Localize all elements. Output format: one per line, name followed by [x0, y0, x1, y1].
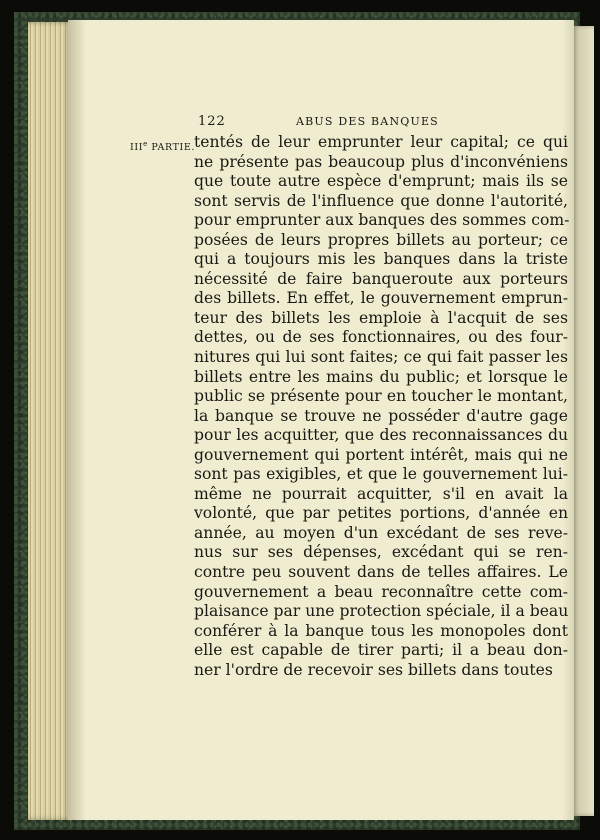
text-line: billets entre les mains du public; et lorsque le [194, 367, 568, 386]
text-line: sont servis de l'influence que donne l'autorité, [194, 191, 568, 210]
book-page [68, 20, 574, 820]
margin-note-sup: e [143, 140, 148, 148]
text-line: gouvernement qui portent intérêt, mais qui ne [194, 445, 568, 464]
page-number: 122 [198, 114, 226, 129]
margin-note [130, 140, 195, 153]
text-line: teur des billets les emploie à l'acquit de ses [194, 308, 568, 327]
text-line: gouvernement a beau reconnaître cette com- [194, 582, 568, 601]
text-line: conférer à la banque tous les monopoles dont [194, 621, 568, 640]
text-line: dettes, ou de ses fonctionnaires, ou des four- [194, 328, 568, 347]
page-header [68, 114, 574, 134]
body-text [194, 133, 568, 680]
text-line: même ne pourrait acquitter, s'il en avait la [194, 484, 568, 503]
text-line: tentés de leur emprunter leur capital; ce qui [194, 133, 568, 151]
text-line: pour emprunter aux banques des sommes com- [194, 211, 570, 230]
text-line: ne présente pas beaucoup plus d'inconvéniens [194, 152, 568, 171]
text-line: nitures qui lui sont faites; ce qui fait passer les [194, 348, 568, 367]
text-line: sont pas exigibles, et que le gouvernement lui- [194, 465, 568, 484]
text-line: la banque se trouve ne posséder d'autre gage [194, 406, 568, 425]
margin-note-label: PARTIE. [147, 142, 196, 154]
page-edges [28, 22, 72, 820]
margin-note-part: III [130, 142, 144, 154]
text-line: des billets. En effet, le gouvernement emprun- [194, 289, 568, 308]
text-line: elle est capable de tirer parti; il a beau don- [194, 641, 568, 660]
text-line: que toute autre espèce d'emprunt; mais ils se [194, 172, 568, 191]
running-title: ABUS DES BANQUES [296, 115, 439, 128]
text-line: pour les acquitter, que des reconnaissances du [194, 426, 568, 445]
text-line: posées de leurs propres billets au porteur; ce [194, 230, 568, 249]
text-line: année, au moyen d'un excédant de ses reve- [194, 523, 568, 542]
facing-page-edge [572, 26, 594, 816]
text-line: volonté, que par petites portions, d'année en [194, 504, 568, 523]
text-line: ner l'ordre de recevoir ses billets dans toutes [194, 660, 553, 679]
text-line: nécessité de faire banqueroute aux porteurs [194, 269, 568, 288]
text-line: qui a toujours mis les banques dans la triste [194, 250, 568, 269]
text-line: public se présente pour en toucher le montant, [194, 387, 568, 406]
text-line: plaisance par une protection spéciale, il a beau [194, 602, 569, 621]
text-line: contre peu souvent dans de telles affaires. Le [194, 563, 568, 582]
text-line: nus sur ses dépenses, excédant qui se ren- [194, 543, 568, 562]
